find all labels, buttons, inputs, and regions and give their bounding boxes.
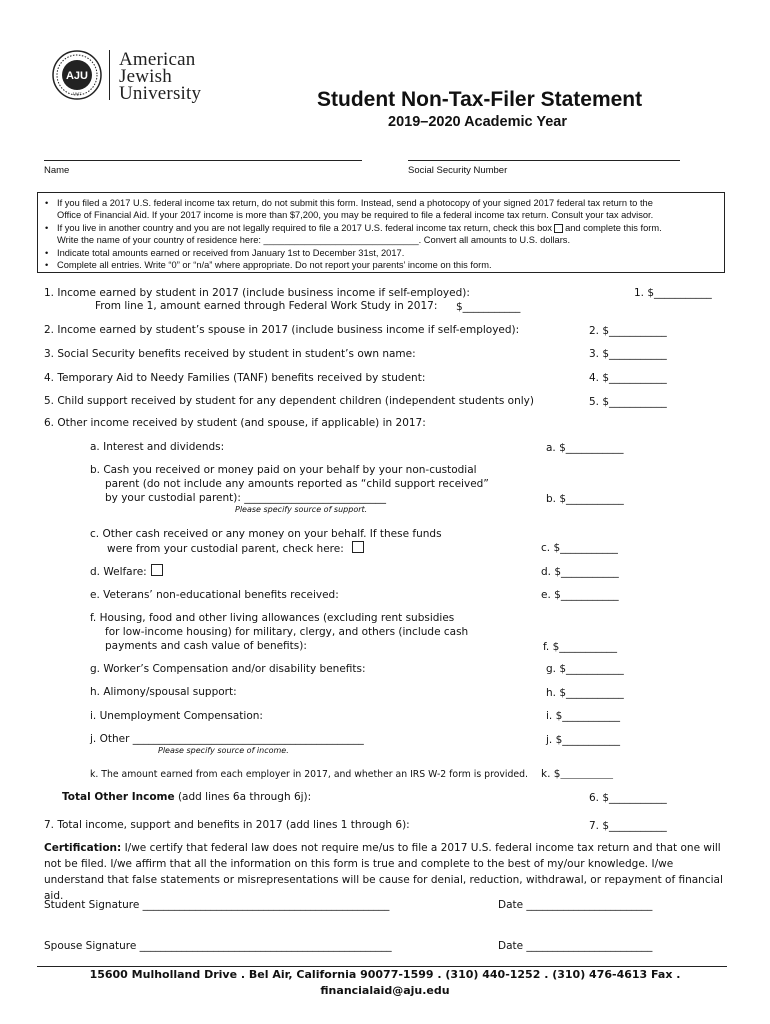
- logo-text-line-3: University: [119, 83, 202, 104]
- item-6a-amount[interactable]: a. $___________: [546, 442, 624, 454]
- student-signature-field[interactable]: Student Signature _______________________________________________: [44, 899, 390, 911]
- item-1-fws-label: From line 1, amount earned through Federal Work Study in 2017:: [95, 300, 438, 312]
- item-7-amount[interactable]: 7. $___________: [589, 820, 667, 832]
- item-6i-label: i. Unemployment Compensation:: [90, 710, 263, 722]
- item-5-amount[interactable]: 5. $___________: [589, 396, 667, 408]
- item-6c-label-1: c. Other cash received or any money on your behalf. If these funds: [90, 528, 442, 540]
- item-6e-label: e. Veterans’ non-educational benefits received:: [90, 589, 339, 601]
- item-6h-label: h. Alimony/spousal support:: [90, 686, 237, 698]
- svg-text:AJU: AJU: [65, 70, 89, 82]
- item-6i-amount[interactable]: i. $___________: [546, 710, 621, 722]
- item-6b-label-3: by your custodial parent): ___________________________: [105, 492, 387, 504]
- item-4-label: 4. Temporary Aid to Needy Families (TANF) benefits received by student:: [44, 372, 426, 384]
- footer-divider: [37, 966, 727, 967]
- item-6h-amount[interactable]: h. $___________: [546, 687, 624, 699]
- logo-text-line-2: Jewish: [119, 66, 172, 87]
- item-6b-amount[interactable]: b. $___________: [546, 493, 624, 505]
- item-3-amount[interactable]: 3. $___________: [589, 348, 667, 360]
- footer-address: 15600 Mulholland Drive . Bel Air, California 90077-1599 . (310) 440-1252 . (310) 476-4613 Fax .: [89, 968, 681, 981]
- item-6f-label-3: payments and cash value of benefits):: [105, 640, 307, 652]
- item-6a-label: a. Interest and dividends:: [90, 441, 225, 453]
- item-6d-label: d. Welfare:: [90, 564, 163, 579]
- item-6-total-amount[interactable]: 6. $___________: [589, 792, 667, 804]
- spouse-signature-field[interactable]: Spouse Signature ________________________________________________: [44, 940, 392, 952]
- total-other-income-label: Total Other Income (add lines 6a through 6j):: [62, 791, 312, 803]
- custodial-parent-checkbox[interactable]: [352, 541, 364, 553]
- logo-divider: [109, 50, 110, 100]
- page-title: Student Non-Tax-Filer Statement: [317, 88, 643, 111]
- ssn-field-line[interactable]: [408, 160, 680, 161]
- item-1-label: 1. Income earned by student in 2017 (include business income if self-employed):: [44, 287, 470, 299]
- aju-seal-logo: [52, 50, 102, 100]
- item-6d-amount[interactable]: d. $___________: [541, 566, 619, 578]
- name-label: Name: [44, 165, 70, 176]
- item-6j-amount[interactable]: j. $___________: [546, 734, 621, 746]
- item-6b-label-1: b. Cash you received or money paid on your behalf by your non-custodial: [90, 464, 477, 476]
- item-6-label: 6. Other income received by student (and spouse, if applicable) in 2017:: [44, 417, 426, 429]
- instruction-bullet-2-cont: Write the name of your country of residence here: ______________________________. Convert all amounts to U.S. dollars.: [57, 235, 571, 245]
- item-2-amount[interactable]: 2. $___________: [589, 325, 667, 337]
- item-6c-label-2: were from your custodial parent, check here:: [107, 541, 364, 556]
- certification-text: Certification: I/we certify that federal law does not require me/us to file a 2017 U.S. federal income tax return and that one will not be filed. I/we affirm that all the information on this form is true and complete to the best of my/our knowledge. I/we understand that false statements or misrepresentations will be cause for denial, reduction, withdrawal, or repayment of financial aid.: [44, 842, 723, 902]
- item-6g-label: g. Worker’s Compensation and/or disability benefits:: [90, 663, 366, 675]
- item-6f-label-2: for low-income housing) for military, clergy, and others (include cash: [105, 626, 469, 638]
- instruction-bullet-3: • Indicate total amounts earned or received from January 1st to December 31st, 2017.: [45, 248, 405, 258]
- foreign-country-checkbox[interactable]: [554, 224, 563, 233]
- footer-email: financialaid@aju.edu: [320, 984, 450, 997]
- item-6k-amount[interactable]: k. $_______________: [541, 768, 613, 780]
- item-5-label: 5. Child support received by student for any dependent children (independent students only): [44, 395, 534, 407]
- welfare-checkbox[interactable]: [151, 564, 163, 576]
- item-6k-label: k. The amount earned from each employer in 2017, and whether an IRS W-2 form is provided.: [90, 769, 528, 780]
- item-6j-label: j. Other ____________________________________________: [90, 733, 364, 745]
- student-date-field[interactable]: Date ________________________: [498, 899, 653, 911]
- instruction-bullet-2: • If you live in another country and you are not legally required to file a 2017 U.S. federal income tax return, check this box and complete this form.: [45, 223, 662, 233]
- spouse-date-field[interactable]: Date ________________________: [498, 940, 653, 952]
- item-6f-label-1: f. Housing, food and other living allowances (excluding rent subsidies: [90, 612, 455, 624]
- svg-text:1947: 1947: [72, 91, 82, 96]
- item-6c-amount[interactable]: c. $___________: [541, 542, 618, 554]
- item-6b-label-2: parent (do not include any amounts reported as “child support received”: [105, 478, 489, 490]
- item-7-label: 7. Total income, support and benefits in 2017 (add lines 1 through 6):: [44, 819, 410, 831]
- item-6b-note: Please specify source of support.: [235, 505, 368, 514]
- item-4-amount[interactable]: 4. $___________: [589, 372, 667, 384]
- name-field-line[interactable]: [44, 160, 362, 161]
- item-2-label: 2. Income earned by student’s spouse in 2017 (include business income if self-employed):: [44, 324, 520, 336]
- item-6e-amount[interactable]: e. $___________: [541, 589, 619, 601]
- item-1-fws-amount[interactable]: $___________: [456, 301, 521, 313]
- ssn-label: Social Security Number: [408, 165, 508, 176]
- item-6j-note: Please specify source of income.: [158, 746, 289, 755]
- item-1-amount[interactable]: 1. $___________: [634, 287, 712, 299]
- instruction-bullet-1: • If you filed a 2017 U.S. federal income tax return, do not submit this form. Instead, send a photocopy of your signed 2017 federal tax return to the: [45, 198, 653, 208]
- page-subtitle: 2019–2020 Academic Year: [388, 114, 567, 130]
- item-6f-amount[interactable]: f. $___________: [543, 641, 618, 653]
- logo-text-line-1: American: [119, 49, 196, 70]
- instruction-bullet-1-cont: Office of Financial Aid. If your 2017 income is more than $7,200, you may be required to file a federal income tax return. Consult your tax advisor.: [57, 210, 654, 220]
- instruction-bullet-4: • Complete all entries. Write “0” or “n/a” where appropriate. Do not report your parents’ income on this form.: [45, 260, 492, 270]
- item-3-label: 3. Social Security benefits received by student in student’s own name:: [44, 348, 416, 360]
- item-6g-amount[interactable]: g. $___________: [546, 663, 624, 675]
